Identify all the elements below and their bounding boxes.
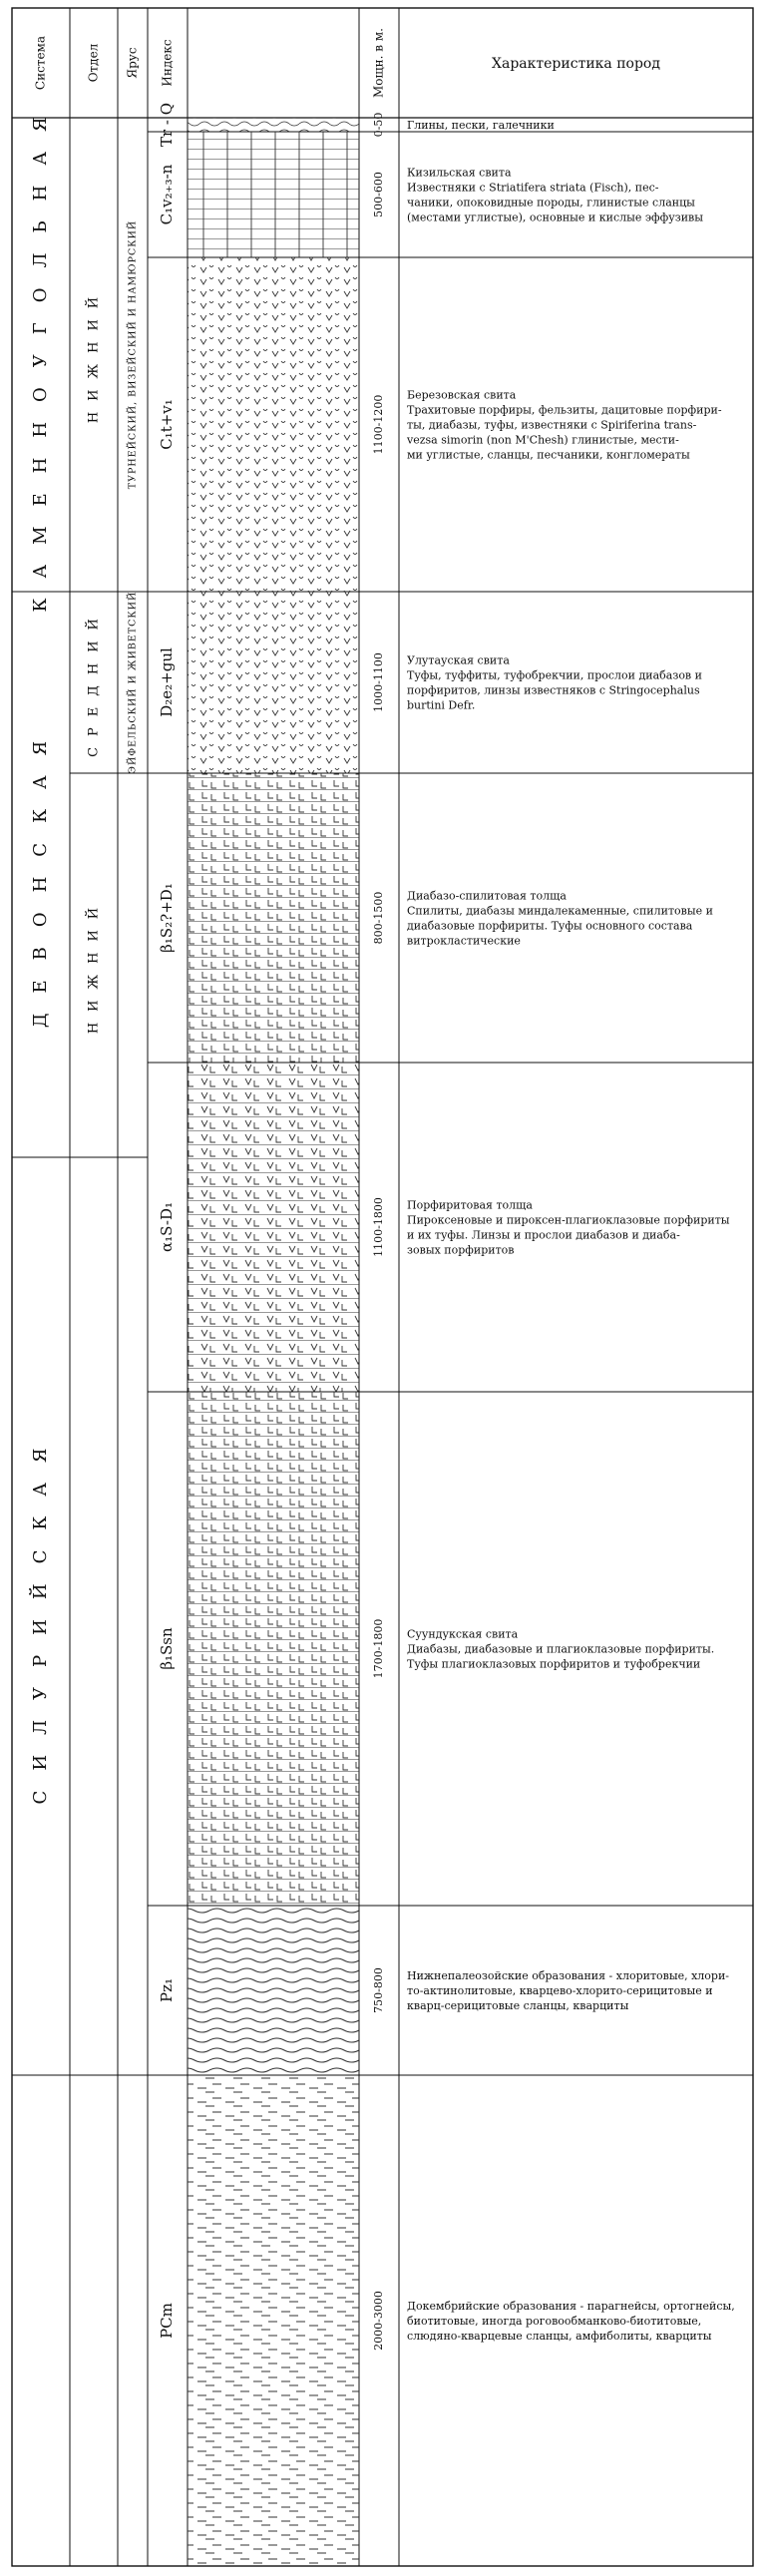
system-label: КАМЕННОУГОЛЬНАЯ xyxy=(30,97,51,613)
layer-description: Туфы, туффиты, туфобрекчии, прослои диабазов и xyxy=(407,668,702,682)
layer-description: Известняки с Striatifera striata (Fisch), пес- xyxy=(407,181,659,195)
header-system: Система xyxy=(33,35,48,91)
layer-index: Tr - Q xyxy=(158,102,176,148)
layer-thickness: 500-600 xyxy=(372,172,385,217)
layer-description: Пироксеновые и пироксен-плагиоклазовые порфириты xyxy=(407,1213,730,1227)
layer-description: порфиритов, линзы известняков с Stringocephalus xyxy=(407,683,700,697)
header-division: Отдел xyxy=(86,43,101,83)
layer-description: Докембрийские образования - парагнейсы, ортогнейсы, xyxy=(407,2300,735,2313)
rock-column-layer xyxy=(188,257,359,592)
rock-column-layer xyxy=(188,1063,359,1392)
layer-index: C₁t+v₁ xyxy=(158,399,176,450)
layer-description: Суундукская свита xyxy=(407,1627,519,1641)
division-label: НИЖНИЙ xyxy=(86,285,102,424)
layer-index: D₂e₂+gul xyxy=(158,647,176,717)
division-label: СРЕДНИЙ xyxy=(86,608,102,757)
layer-description: burtini Defr. xyxy=(407,698,476,712)
layer-description: Туфы плагиоклазовых порфиритов и туфобрекчии xyxy=(407,1657,701,1671)
layer-description: Кизильская свита xyxy=(407,166,512,180)
layer-description: Диабазо-спилитовая толща xyxy=(407,889,567,903)
header-thickness: Мощн. в м. xyxy=(371,27,386,99)
stage-label: ЭЙФЕЛЬСКИЙ И ЖИВЕТСКИЙ xyxy=(127,591,139,774)
layer-description: биотитовые, иногда роговообманково-биотитовые, xyxy=(407,2315,702,2328)
layer-thickness: 2000-3000 xyxy=(372,2291,385,2351)
header-characteristic: Характеристика пород xyxy=(492,56,660,72)
layer-description: витрокластические xyxy=(407,934,521,948)
rock-column-layer xyxy=(188,2075,359,2566)
layer-description: кварц-серицитовые сланцы, кварциты xyxy=(407,1999,629,2012)
layer-thickness: 800-1500 xyxy=(372,891,385,945)
layer-description: ми углистые, сланцы, песчаники, конгломераты xyxy=(407,448,690,462)
rock-column-layer xyxy=(188,118,359,132)
layer-index: PCm xyxy=(158,2303,176,2339)
table-frame xyxy=(12,8,753,2566)
header-index: Индекс xyxy=(160,39,175,87)
rock-column-layer xyxy=(188,1392,359,1906)
rock-column-layer xyxy=(188,773,359,1063)
division-label: НИЖНИЙ xyxy=(86,896,102,1035)
layer-description: Порфиритовая толща xyxy=(407,1198,533,1212)
stage-label: ТУРНЕЙСКИЙ, ВИЗЕЙСКИЙ И НАМЮРСКИЙ xyxy=(127,219,139,490)
layer-index: β₁Ssn xyxy=(158,1627,176,1670)
layer-thickness: 750-800 xyxy=(372,1967,385,2013)
layer-description: зовых порфиритов xyxy=(407,1243,515,1257)
layer-index: β₁S₂?+D₁ xyxy=(158,883,176,953)
layer-description: слюдяно-кварцевые сланцы, амфиболиты, кварциты xyxy=(407,2330,712,2343)
layer-thickness: 0-50 xyxy=(372,112,385,138)
layer-description: vezsa simorin (non M'Chesh) глинистые, мести- xyxy=(407,433,679,447)
layer-thickness: 1700-1800 xyxy=(372,1618,385,1679)
layer-description: (местами углистые), основные и кислые эффузивы xyxy=(407,211,703,224)
layer-index: α₁S-D₁ xyxy=(158,1201,176,1253)
layer-thickness: 1000-1100 xyxy=(372,652,385,712)
layer-description: Трахитовые порфиры, фельзиты, дацитовые порфири- xyxy=(407,403,722,417)
rock-column-layer xyxy=(188,592,359,773)
layer-description: диабазовые порфириты. Туфы основного состава xyxy=(407,919,693,933)
layer-description: Спилиты, диабазы миндалекаменные, спилитовые и xyxy=(407,904,713,918)
layer-index: C₁v₂₊₃-n xyxy=(158,164,176,225)
rock-column-layer xyxy=(188,1906,359,2075)
layer-description: Улутауская свита xyxy=(407,653,510,667)
layer-thickness: 1100-1200 xyxy=(372,394,385,455)
system-label: СИЛУРИЙСКАЯ xyxy=(30,1428,51,1805)
layer-thickness: 1100-1800 xyxy=(372,1197,385,1257)
layer-description: ты, диабазы, туфы, известняки с Spiriferina trans- xyxy=(407,418,697,432)
system-label: ДЕВОНСКАЯ xyxy=(30,720,51,1029)
layer-description: Березовская свита xyxy=(407,388,517,402)
layer-index: Pz₁ xyxy=(158,1977,176,2003)
header-stage: Ярус xyxy=(125,47,140,79)
layer-description: Диабазы, диабазовые и плагиоклазовые порфириты. xyxy=(407,1642,715,1656)
layer-description: то-актинолитовые, кварцево-хлорито-серицитовые и xyxy=(407,1984,713,1997)
layer-description: Глины, пески, галечники xyxy=(407,119,555,132)
layer-description: Нижнепалеозойские образования - хлоритовые, хлори- xyxy=(407,1969,730,1982)
rock-column-layer xyxy=(188,132,359,257)
layer-description: чаники, опоковидные породы, глинистые сланцы xyxy=(407,196,695,210)
layer-description: и их туфы. Линзы и прослои диабазов и диаба- xyxy=(407,1228,680,1242)
